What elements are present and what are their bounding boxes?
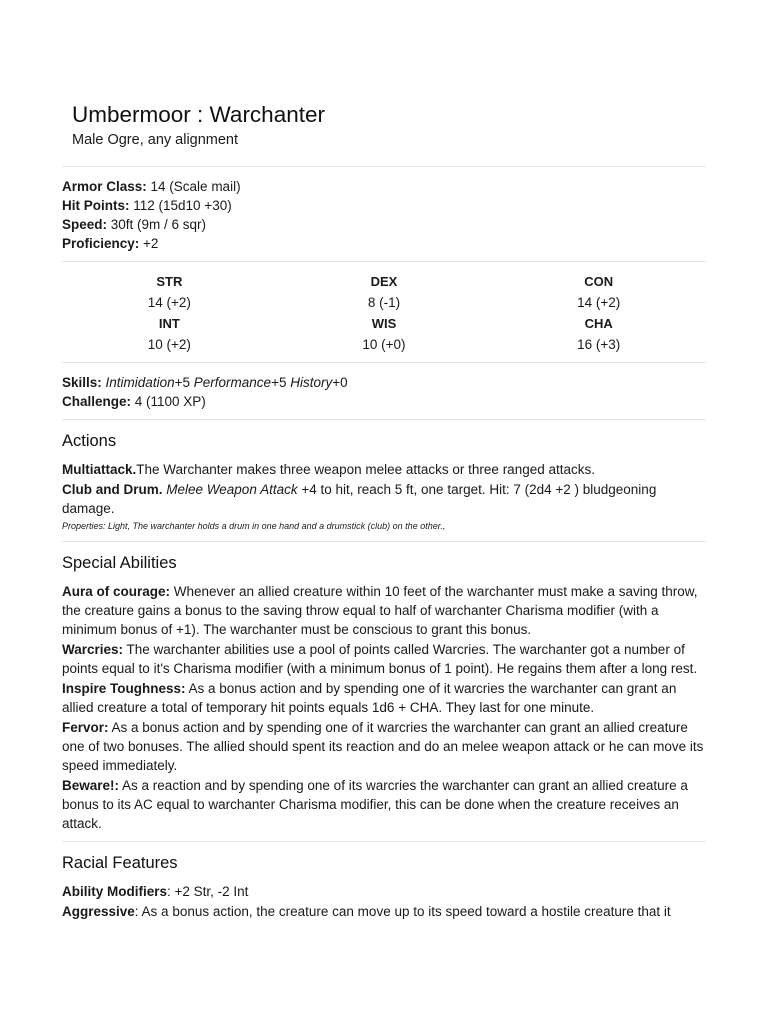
statblock-header: [62, 100, 706, 150]
ability-name-con: CON: [584, 274, 614, 289]
ability-value-wis: 10 (+0): [362, 337, 406, 352]
armor-class-line: [62, 177, 706, 196]
actions-heading: Actions: [62, 432, 117, 450]
skill-mod: +5: [271, 375, 287, 390]
ability-name-dex: DEX: [370, 274, 398, 289]
divider: [62, 841, 706, 842]
attack-type: Melee Weapon Attack: [166, 482, 298, 497]
feature-aggressive: [62, 902, 706, 921]
ability-text: As a reaction and by spending one of its warcries the warchanter can grant an allied creature a bonus to its AC equal to warchanter Charisma modifier, this can be done when the creature receives an attack.: [62, 778, 688, 831]
club-and-drum-action: [62, 480, 706, 518]
ability-beware: [62, 776, 706, 833]
creature-subtitle: Male Ogre, any alignment: [72, 132, 239, 148]
racial-features-heading: Racial Features: [62, 854, 178, 872]
skill-name: Performance: [193, 375, 272, 390]
divider: [62, 362, 706, 363]
speed-label: Speed:: [62, 217, 108, 232]
ability-name-cha: CHA: [584, 316, 613, 331]
skill-name: History: [290, 375, 333, 390]
special-abilities-heading: Special Abilities: [62, 554, 177, 572]
challenge-line: [62, 392, 706, 411]
skills-line: [62, 373, 706, 392]
feature-name: Aggressive: [62, 904, 135, 919]
skill-mod: +0: [332, 375, 348, 390]
skills-label: Skills:: [62, 375, 102, 390]
challenge-label: Challenge:: [62, 394, 132, 409]
armor-class-value: 14 (Scale mail): [146, 179, 241, 194]
ability-scores: [62, 272, 706, 354]
ability-name: Warcries:: [62, 642, 124, 657]
actions-section: [62, 430, 706, 533]
ability-fervor: [62, 718, 706, 775]
ability-value-str: 14 (+2): [147, 295, 191, 310]
skills-challenge: [62, 373, 706, 411]
ability-name: Aura of courage:: [62, 584, 171, 599]
proficiency-line: [62, 234, 706, 253]
special-abilities-section: [62, 552, 706, 833]
ability-name: Beware!:: [62, 778, 120, 793]
action-text: +4 to hit, reach 5 ft, one target. Hit: 7 (2d4 +2 ) bludgeoning damage.: [62, 482, 657, 516]
ability-text: The warchanter abilities use a pool of points called Warcries. The warchanter got a number of points equal to it's Charisma modifier (with a minimum bonus of 1 point). He regains them after a long rest.: [62, 642, 698, 676]
ability-text: Whenever an allied creature within 10 feet of the warchanter must make a saving throw, the creature gains a bonus to the saving throw equal to half of warchanter Charisma modifier (with a minimum bonus of +1). The warchanter must be conscious to grant this bonus.: [62, 584, 698, 637]
proficiency-value: +2: [139, 236, 159, 251]
ability-name-str: STR: [156, 274, 183, 289]
armor-class-label: Armor Class:: [62, 179, 147, 194]
ability-text: As a bonus action and by spending one of it warcries the warchanter can grant an allied creature a total of temporary hit points equals 1d6 + CHA. They last for one minute.: [62, 681, 677, 715]
core-stats: [62, 177, 706, 253]
ability-value-con: 14 (+2): [577, 295, 621, 310]
ability-aura-of-courage: [62, 582, 706, 639]
action-name: Multiattack.: [62, 462, 137, 477]
statblock: [62, 100, 706, 922]
action-name: Club and Drum.: [62, 482, 163, 497]
feature-name: Ability Modifiers: [62, 884, 168, 899]
hit-points-label: Hit Points:: [62, 198, 130, 213]
ability-name: Fervor:: [62, 720, 109, 735]
action-text: The Warchanter makes three weapon melee attacks or three ranged attacks.: [136, 462, 595, 477]
speed-line: [62, 215, 706, 234]
ability-inspire-toughness: [62, 679, 706, 717]
hit-points-line: [62, 196, 706, 215]
weapon-properties: Properties: Light, The warchanter holds a drum in one hand and a drumstick (club) on the other.,: [62, 521, 446, 531]
feature-text: : +2 Str, -2 Int: [167, 884, 249, 899]
ability-value-int: 10 (+2): [147, 337, 191, 352]
challenge-value: 4 (1100 XP): [131, 394, 206, 409]
divider: [62, 419, 706, 420]
ability-name: Inspire Toughness:: [62, 681, 186, 696]
feature-text: : As a bonus action, the creature can move up to its speed toward a hostile creature that it: [134, 904, 671, 919]
divider: [62, 261, 706, 262]
divider: [62, 166, 706, 167]
ability-warcries: [62, 640, 706, 678]
ability-name-wis: WIS: [371, 316, 397, 331]
speed-value: 30ft (9m / 6 sqr): [107, 217, 207, 232]
proficiency-label: Proficiency:: [62, 236, 140, 251]
skill-mod: +5: [174, 375, 190, 390]
feature-ability-modifiers: [62, 882, 706, 901]
ability-name-int: INT: [158, 316, 180, 331]
divider: [62, 541, 706, 542]
ability-value-dex: 8 (-1): [367, 295, 401, 310]
skill-name: Intimidation: [105, 375, 175, 390]
hit-points-value: 112 (15d10 +30): [129, 198, 232, 213]
ability-value-cha: 16 (+3): [577, 337, 621, 352]
racial-features-section: [62, 852, 706, 921]
page-title: Umbermoor : Warchanter: [72, 102, 325, 127]
multiattack-action: [62, 460, 706, 479]
ability-text: As a bonus action and by spending one of it warcries the warchanter can grant an allied creature one of two bonuses. The allied should spent its reaction and do an melee weapon attack or he can move its speed immediately.: [62, 720, 704, 773]
